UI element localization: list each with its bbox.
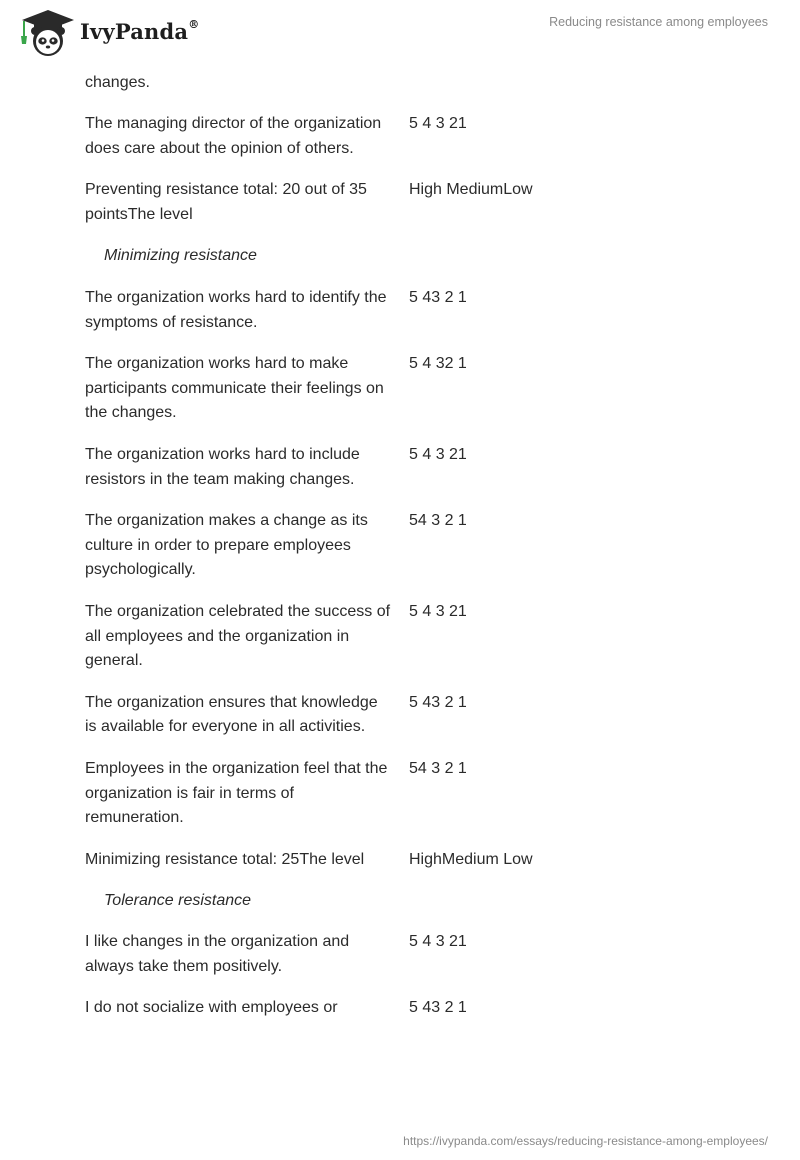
section-heading-tolerance: Tolerance resistance — [104, 891, 252, 909]
rating-scale: 5 4 3 21 — [409, 115, 467, 133]
questionnaire-row — [85, 691, 725, 741]
rating-scale: 54 3 2 1 — [409, 511, 467, 529]
question-text: Employees in the organization feel that the organization is fair in terms of remuneration. — [85, 759, 388, 827]
questionnaire-row — [85, 930, 725, 980]
question-text: The organization works hard to include resistors in the team making changes. — [85, 445, 360, 488]
panda-graduation-icon — [14, 8, 76, 58]
section-heading-minimizing: Minimizing resistance — [104, 247, 257, 265]
rating-scale: 5 4 3 21 — [409, 602, 467, 620]
questionnaire-row — [85, 757, 725, 831]
questionnaire-content — [85, 71, 725, 1038]
ivypanda-logo[interactable] — [14, 8, 76, 58]
question-text: The organization works hard to identify the symptoms of resistance. — [85, 288, 387, 331]
total-row — [85, 178, 725, 228]
question-text: I do not socialize with employees or — [85, 999, 338, 1017]
fragment-row — [85, 71, 725, 96]
question-text: The managing director of the organization does care about the opinion of others. — [85, 115, 382, 158]
brand-name-text: IvyPanda — [80, 19, 189, 44]
rating-scale: 5 4 32 1 — [409, 354, 467, 372]
questionnaire-row — [85, 600, 725, 674]
question-text: The organization makes a change as its culture in order to prepare employees psychologically. — [85, 511, 368, 579]
registered-mark: ® — [188, 18, 200, 31]
rating-scale: 5 43 2 1 — [409, 999, 467, 1017]
question-text: I like changes in the organization and always take them positively. — [85, 933, 350, 976]
rating-scale: 5 4 3 21 — [409, 445, 467, 463]
questionnaire-row — [85, 996, 725, 1021]
level-scale: High MediumLow — [409, 181, 533, 199]
total-text: Minimizing resistance total: 25The level — [85, 850, 365, 868]
rating-scale: 5 4 3 21 — [409, 933, 467, 951]
rating-scale: 5 43 2 1 — [409, 288, 467, 306]
brand-name[interactable] — [80, 19, 199, 44]
question-text: The organization ensures that knowledge is available for everyone in all activities. — [85, 693, 378, 736]
level-scale: HighMedium Low — [409, 850, 533, 868]
questionnaire-row — [85, 509, 725, 583]
rating-scale: 5 43 2 1 — [409, 693, 467, 711]
rating-scale: 54 3 2 1 — [409, 759, 467, 777]
questionnaire-row — [85, 352, 725, 426]
question-text: The organization celebrated the success of all employees and the organization in general. — [85, 602, 391, 670]
question-text: The organization works hard to make participants communicate their feelings on the changes. — [85, 354, 384, 422]
total-text: Preventing resistance total: 20 out of 35 pointsThe level — [85, 181, 367, 224]
document-title: Reducing resistance among employees — [549, 15, 768, 29]
questionnaire-row — [85, 112, 725, 162]
questionnaire-row — [85, 286, 725, 336]
fragment-text: changes. — [85, 74, 150, 91]
page-header — [0, 0, 800, 70]
total-row — [85, 848, 725, 873]
questionnaire-row — [85, 443, 725, 493]
source-url[interactable]: https://ivypanda.com/essays/reducing-resistance-among-employees/ — [403, 1134, 768, 1148]
